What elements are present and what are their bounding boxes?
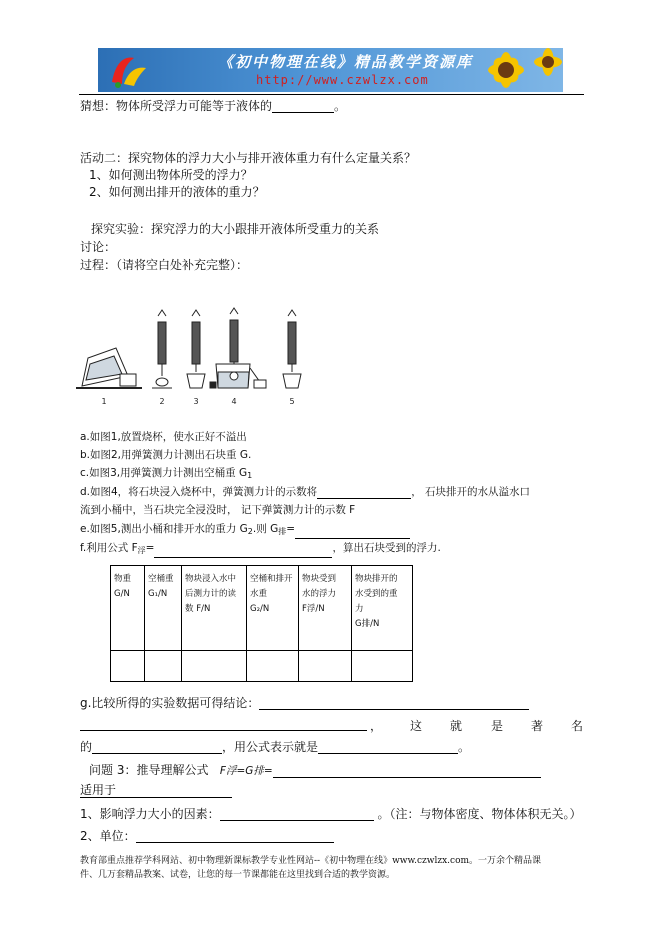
factors-label: 1、影响浮力大小的因素： [80, 807, 220, 821]
spring-balance-figure-4 [210, 308, 266, 388]
table-cell[interactable] [145, 651, 182, 682]
process-label: 过程：（请将空白处补充完整）： [80, 258, 249, 272]
q3-formula: F浮=G排= [219, 765, 273, 777]
header-cell: 物块排开的 水受到的重 力 G排/N [352, 566, 413, 651]
step-e-blank[interactable] [295, 527, 410, 539]
experiment-figure [74, 302, 324, 412]
q3-line [89, 763, 541, 778]
table-cell[interactable] [182, 651, 247, 682]
factors-line [80, 807, 581, 821]
q3-apply-label: 适用于 [80, 783, 117, 797]
header-cell: 空桶重 G₁/N [145, 566, 182, 651]
conclusion-line2 [80, 719, 583, 733]
conclusion-line3 [80, 740, 470, 754]
experiment-title: 探究实验：探究浮力的大小跟排开液体所受重力的关系 [91, 222, 380, 236]
footer-line1: 教育部重点推荐学科网站、初中物理新课标教学专业性网站--《初中物理在线》www.czwlzx.com。一万余个精品课 [80, 856, 542, 866]
factors-blank[interactable] [220, 809, 374, 821]
site-banner [98, 48, 563, 92]
step-f-blank[interactable] [154, 546, 332, 558]
conclusion-label: g.比较所得的实验数据可得结论： [80, 696, 260, 710]
unit-label: 2、单位： [80, 829, 136, 843]
conclusion-blank-1[interactable] [259, 698, 529, 710]
experiment-data-table [110, 565, 413, 682]
step-c-subscript: 1 [247, 471, 253, 480]
spring-balance-figure-3 [187, 310, 205, 388]
figure-label-4: 4 [231, 397, 237, 406]
header-cell: 物块浸入水中 后测力计的读 数 F/N [182, 566, 247, 651]
header-cell: 空桶和排开 水重 G₂/N [247, 566, 299, 651]
figure-label-3: 3 [193, 397, 199, 406]
spaced-char: 是 [491, 719, 504, 733]
factors-note: 。（注：与物体密度、物体体积无关。） [377, 807, 582, 821]
step-d-line2: 流到小桶中，当石块完全浸没时， 记下弹簧测力计的示数 F [80, 504, 356, 516]
figure-label-1: 1 [101, 397, 107, 406]
step-e-subscript: 2 [247, 527, 253, 536]
activity2-q2: 2、如何测出排开的液体的重力？ [89, 185, 265, 199]
conclusion-blank-4[interactable] [318, 742, 458, 754]
step-e-text: e.如图5,测出小桶和排开水的重力 G [80, 523, 248, 535]
q3-blank[interactable] [273, 766, 541, 778]
step-e-end: = [286, 523, 296, 535]
q3-label: 问题 3：推导理解公式 [89, 763, 209, 777]
spaced-char: 这 [410, 719, 423, 733]
sunflower-icon [476, 48, 563, 92]
step-f-subscript: 浮 [137, 546, 146, 555]
step-a: a.如图1,放置烧杯，使水正好不溢出 [80, 431, 247, 443]
site-logo-icon [106, 52, 150, 90]
step-f [80, 541, 441, 558]
guess-line [80, 99, 346, 113]
step-d-blank[interactable] [317, 487, 411, 499]
step-b: b.如图2,用弹簧测力计测出石块重 G. [80, 449, 252, 461]
banner-url[interactable]: http://www.czwlzx.com [256, 73, 429, 87]
q3-apply-blank[interactable] [80, 797, 232, 798]
step-e-subscript2: 排 [278, 527, 287, 536]
table-cell[interactable] [352, 651, 413, 682]
conclusion-formula-text: ，用公式表示就是 [222, 740, 319, 754]
step-d-text2: ， 石块排开的水从溢水口 [411, 486, 531, 498]
header-cell: 物块受到 水的浮力 F浮/N [299, 566, 352, 651]
spring-balance-figure-5 [283, 310, 301, 388]
conclusion-de: 的 [80, 740, 93, 754]
step-e-mid: .则 G [252, 523, 279, 535]
step-d-line1 [80, 485, 530, 499]
conclusion-blank-2[interactable] [80, 719, 367, 731]
guess-end: 。 [334, 99, 347, 113]
spaced-char: 名 [571, 719, 584, 733]
conclusion-line1 [80, 696, 529, 710]
banner-title: 《初中物理在线》精品教学资源库 [218, 53, 474, 71]
q3-apply-line [80, 783, 116, 797]
unit-blank[interactable] [136, 831, 334, 843]
table-header-row [111, 566, 413, 651]
table-row [111, 651, 413, 682]
figure-label-2: 2 [159, 397, 165, 406]
footer-line2: 件、几万套精品教案、试卷，让您的每一节课都能在这里找到合适的教学资源。 [80, 870, 396, 880]
table-cell[interactable] [111, 651, 145, 682]
step-d-text: d.如图4，将石块浸入烧杯中，弹簧测力计的示数将 [80, 486, 318, 498]
step-f-mid: = [145, 542, 155, 554]
unit-line [80, 829, 334, 843]
spaced-char: 著 [531, 719, 544, 733]
spring-balance-figure-2 [152, 310, 172, 388]
step-f-text: f.利用公式 F [80, 542, 138, 554]
conclusion-blank-3[interactable] [92, 742, 222, 754]
spaced-char: 就 [450, 719, 463, 733]
step-c-text: c.如图3,用弹簧测力计测出空桶重 G [80, 467, 248, 479]
table-cell[interactable] [299, 651, 352, 682]
step-e [80, 522, 410, 539]
discussion-label: 讨论： [80, 240, 117, 254]
header-rule [79, 94, 584, 95]
table-cell[interactable] [247, 651, 299, 682]
conclusion-end: 。 [458, 740, 471, 754]
activity2-q1: 1、如何测出物体所受的浮力？ [89, 168, 253, 182]
figure-label-5: 5 [289, 397, 295, 406]
guess-blank[interactable] [272, 101, 334, 113]
step-f-end: ，算出石块受到的浮力. [332, 542, 441, 554]
step-c [80, 466, 252, 483]
overflow-cup-figure-1 [76, 348, 142, 388]
header-cell: 物重 G/N [111, 566, 145, 651]
conclusion-comma: ， [370, 719, 383, 733]
guess-label: 猜想：物体所受浮力可能等于液体的 [80, 99, 273, 113]
activity2-title: 活动二：探究物体的浮力大小与排开液体重力有什么定量关系？ [80, 151, 417, 165]
